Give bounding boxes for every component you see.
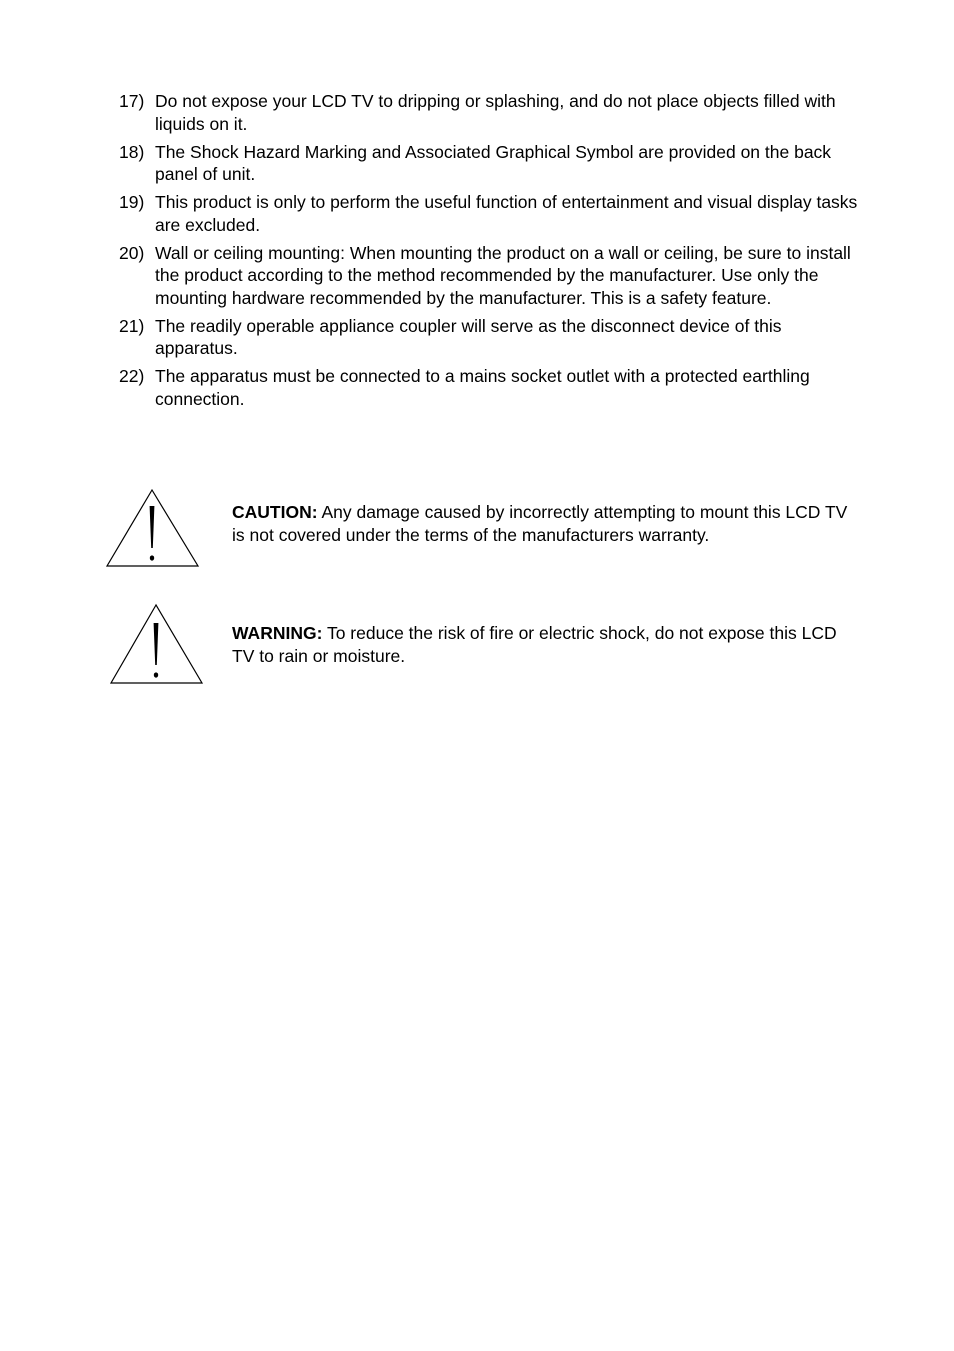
warning-text: To reduce the risk of fire or electric shock, do not expose this LCD TV to rain or moisture.: [232, 623, 837, 666]
item-number: 21): [119, 315, 145, 336]
item-text: Do not expose your LCD TV to dripping or splashing, and do not place objects filled with liquids on it.: [155, 91, 836, 134]
safety-item-17: [119, 90, 864, 135]
caution-text: Any damage caused by incorrectly attempting to mount this LCD TV is not covered under the terms of the manufacturers warranty.: [232, 502, 848, 545]
safety-instructions-list: [119, 90, 864, 416]
item-text: Wall or ceiling mounting: When mounting the product on a wall or ceiling, be sure to install the product according to the method recommended by the manufacturer. Use only the mounting hardware recommended by the manufacturer. This is a safety feature.: [155, 242, 851, 308]
safety-item-20: [119, 242, 864, 310]
safety-item-22: [119, 365, 864, 410]
safety-item-19: [119, 191, 864, 236]
item-number: 22): [119, 366, 145, 386]
warning-triangle-icon: [105, 488, 205, 570]
caution-text-block: [232, 501, 862, 546]
warning-label: WARNING:: [232, 623, 323, 643]
item-number: 19): [119, 192, 145, 212]
item-text: This product is only to perform the useful function of entertainment and visual display tasks are excluded.: [155, 192, 858, 235]
safety-item-18: [119, 141, 864, 186]
item-text: The readily operable appliance coupler will serve as the disconnect device of this apparatus.: [155, 315, 782, 358]
item-text: The Shock Hazard Marking and Associated Graphical Symbol are provided on the back panel of unit.: [155, 141, 832, 184]
warning-text-block: [232, 622, 862, 667]
caution-label: CAUTION:: [232, 502, 318, 522]
item-text: The apparatus must be connected to a mains socket outlet with a protected earthling connection.: [155, 366, 810, 409]
warning-triangle-icon: [109, 603, 209, 685]
item-number: 20): [119, 242, 145, 263]
item-number: 18): [119, 141, 145, 162]
safety-item-21: [119, 315, 864, 360]
item-number: 17): [119, 91, 145, 111]
